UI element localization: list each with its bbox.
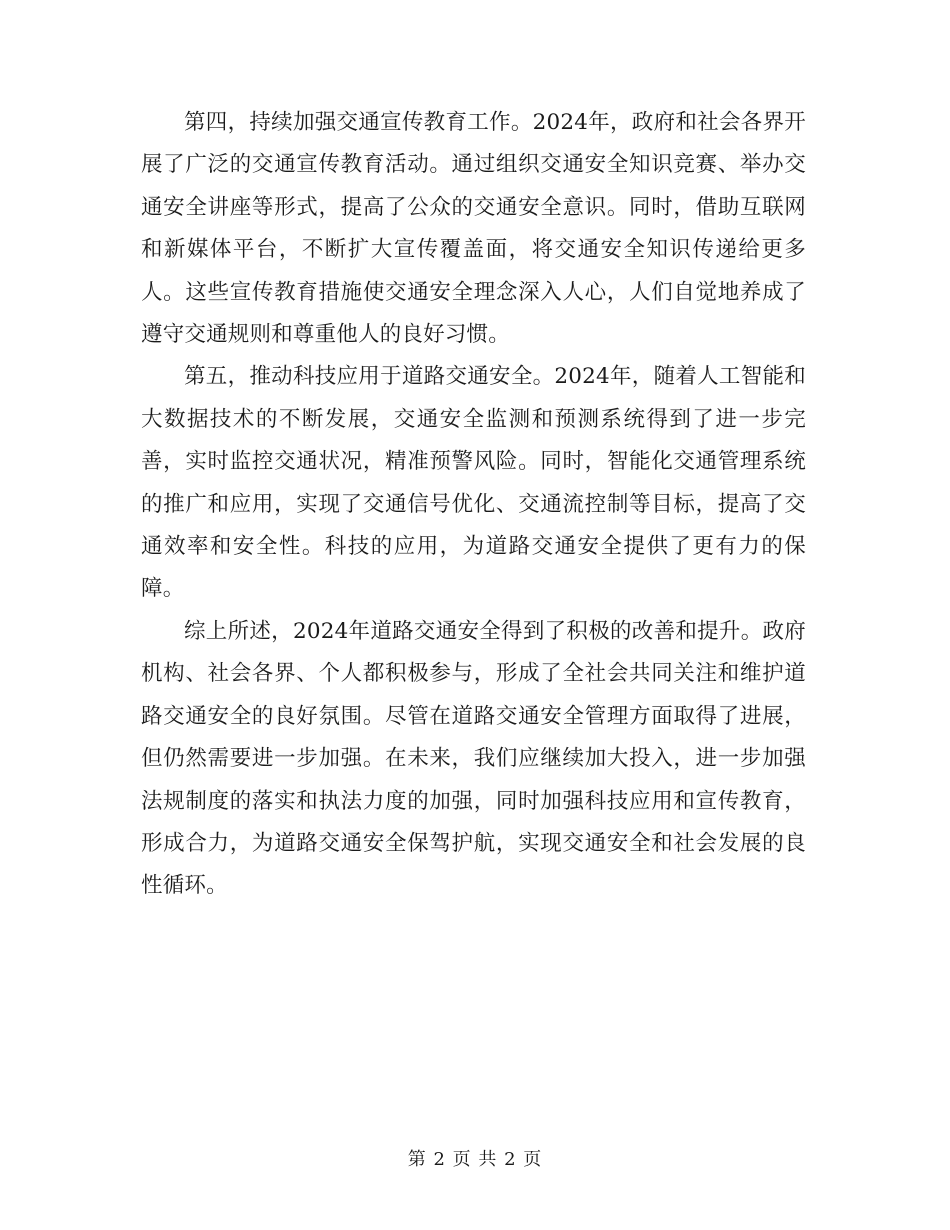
paragraph-conclusion: 综上所述，2024年道路交通安全得到了积极的改善和提升。政府机构、社会各界、个人都积极参与，形成了全社会共同关注和维护道路交通安全的良好氛围。尽管在道路交通安全管理方面取得了进展，但仍然需要进一步加强。在未来，我们应继续加大投入，进一步加强法规制度的落实和执法力度的加强，同时加强科技应用和宣传教育，形成合力，为道路交通安全保驾护航，实现交通安全和社会发展的良性循环。 xyxy=(141,618,806,899)
document-body xyxy=(141,102,806,908)
page-number-footer: 第 2 页 共 2 页 xyxy=(407,1149,543,1170)
paragraph-fourth-point: 第四，持续加强交通宣传教育工作。2024年，政府和社会各界开展了广泛的交通宣传教育活动。通过组织交通安全知识竞赛、举办交通安全讲座等形式，提高了公众的交通安全意识。同时，借助互联网和新媒体平台，不断扩大宣传覆盖面，将交通安全知识传递给更多人。这些宣传教育措施使交通安全理念深入人心，人们自觉地养成了遵守交通规则和尊重他人的良好习惯。 xyxy=(141,110,806,348)
paragraph-fifth-point: 第五，推动科技应用于道路交通安全。2024年，随着人工智能和大数据技术的不断发展，交通安全监测和预测系统得到了进一步完善，实时监控交通状况，精准预警风险。同时，智能化交通管理系统的推广和应用，实现了交通信号优化、交通流控制等目标，提高了交通效率和安全性。科技的应用，为道路交通安全提供了更有力的保障。 xyxy=(141,364,806,602)
